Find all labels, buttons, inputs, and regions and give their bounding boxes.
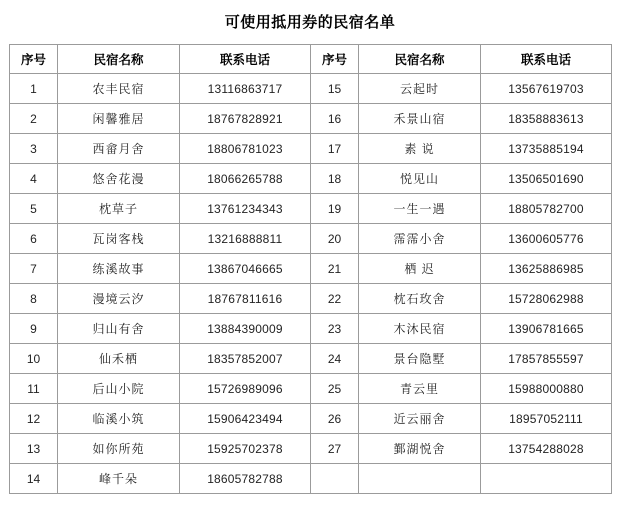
cell-phone-left: 15726989096 [180, 374, 311, 404]
cell-seq-left: 4 [10, 164, 58, 194]
cell-phone-right [481, 464, 612, 494]
cell-phone-left: 18605782788 [180, 464, 311, 494]
cell-name-left: 练溪故事 [58, 254, 180, 284]
cell-seq-right [311, 464, 359, 494]
cell-seq-left: 12 [10, 404, 58, 434]
cell-seq-left: 9 [10, 314, 58, 344]
cell-name-right: 木沐民宿 [359, 314, 481, 344]
cell-name-right: 云起时 [359, 74, 481, 104]
cell-seq-right: 17 [311, 134, 359, 164]
cell-phone-left: 13761234343 [180, 194, 311, 224]
cell-seq-right: 22 [311, 284, 359, 314]
cell-phone-left: 15906423494 [180, 404, 311, 434]
table-row [10, 464, 612, 494]
cell-phone-right: 13567619703 [481, 74, 612, 104]
cell-phone-left: 13216888811 [180, 224, 311, 254]
cell-phone-right: 13625886985 [481, 254, 612, 284]
cell-phone-right: 18957052111 [481, 404, 612, 434]
table-row [10, 284, 612, 314]
cell-seq-right: 18 [311, 164, 359, 194]
cell-phone-right: 13754288028 [481, 434, 612, 464]
cell-phone-left: 18767811616 [180, 284, 311, 314]
cell-name-left: 归山有舍 [58, 314, 180, 344]
cell-phone-right: 15728062988 [481, 284, 612, 314]
cell-seq-right: 19 [311, 194, 359, 224]
cell-name-right: 景台隐墅 [359, 344, 481, 374]
cell-phone-left: 18806781023 [180, 134, 311, 164]
cell-phone-left: 18357852007 [180, 344, 311, 374]
cell-phone-left: 13867046665 [180, 254, 311, 284]
cell-seq-right: 15 [311, 74, 359, 104]
page-title: 可使用抵用券的民宿名单 [224, 14, 396, 31]
cell-phone-right: 18805782700 [481, 194, 612, 224]
cell-seq-left: 11 [10, 374, 58, 404]
cell-phone-right: 17857855597 [481, 344, 612, 374]
cell-phone-right: 15988000880 [481, 374, 612, 404]
table-row [10, 314, 612, 344]
column-header-name-right: 民宿名称 [359, 45, 481, 74]
cell-name-left: 农丰民宿 [58, 74, 180, 104]
cell-name-left: 峰千朵 [58, 464, 180, 494]
column-header-seq-left: 序号 [10, 45, 58, 74]
cell-name-left: 漫境云汐 [58, 284, 180, 314]
cell-name-left: 枕草子 [58, 194, 180, 224]
cell-phone-left: 13884390009 [180, 314, 311, 344]
document-page [0, 11, 620, 517]
cell-name-right: 霈霈小舍 [359, 224, 481, 254]
table-header-row [10, 45, 612, 74]
table-row [10, 104, 612, 134]
table-row [10, 74, 612, 104]
cell-seq-left: 10 [10, 344, 58, 374]
cell-seq-left: 14 [10, 464, 58, 494]
cell-name-right [359, 464, 481, 494]
cell-seq-left: 2 [10, 104, 58, 134]
cell-name-right: 禾景山宿 [359, 104, 481, 134]
table-header [10, 45, 612, 74]
cell-name-left: 西畲月舍 [58, 134, 180, 164]
table-row [10, 164, 612, 194]
cell-seq-right: 25 [311, 374, 359, 404]
cell-name-left: 仙禾栖 [58, 344, 180, 374]
cell-seq-right: 16 [311, 104, 359, 134]
cell-seq-right: 26 [311, 404, 359, 434]
cell-seq-left: 3 [10, 134, 58, 164]
cell-seq-right: 27 [311, 434, 359, 464]
table-row [10, 434, 612, 464]
cell-name-right: 素 说 [359, 134, 481, 164]
table-body [10, 74, 612, 494]
cell-name-right: 青云里 [359, 374, 481, 404]
table-container [0, 44, 620, 494]
cell-seq-right: 21 [311, 254, 359, 284]
cell-phone-right: 13906781665 [481, 314, 612, 344]
cell-phone-left: 15925702378 [180, 434, 311, 464]
table-row [10, 404, 612, 434]
cell-seq-left: 5 [10, 194, 58, 224]
cell-seq-left: 7 [10, 254, 58, 284]
cell-seq-left: 6 [10, 224, 58, 254]
cell-name-right: 一生一遇 [359, 194, 481, 224]
cell-name-right: 栖 迟 [359, 254, 481, 284]
column-header-seq-right: 序号 [311, 45, 359, 74]
cell-name-left: 如你所苑 [58, 434, 180, 464]
column-header-name-left: 民宿名称 [58, 45, 180, 74]
cell-seq-left: 8 [10, 284, 58, 314]
cell-name-left: 瓦岗客栈 [58, 224, 180, 254]
cell-name-left: 临溪小筑 [58, 404, 180, 434]
cell-name-right: 悦见山 [359, 164, 481, 194]
cell-phone-right: 13735885194 [481, 134, 612, 164]
cell-phone-left: 18066265788 [180, 164, 311, 194]
cell-seq-left: 1 [10, 74, 58, 104]
column-header-phone-right: 联系电话 [481, 45, 612, 74]
cell-name-right: 鄞湖悦舍 [359, 434, 481, 464]
table-row [10, 374, 612, 404]
cell-name-left: 闲馨雅居 [58, 104, 180, 134]
cell-phone-right: 13600605776 [481, 224, 612, 254]
cell-phone-right: 18358883613 [481, 104, 612, 134]
cell-seq-right: 23 [311, 314, 359, 344]
homestay-table [9, 44, 612, 494]
cell-seq-left: 13 [10, 434, 58, 464]
cell-phone-left: 13116863717 [180, 74, 311, 104]
column-header-phone-left: 联系电话 [180, 45, 311, 74]
table-row [10, 134, 612, 164]
table-row [10, 254, 612, 284]
cell-name-left: 悠舍花漫 [58, 164, 180, 194]
cell-phone-left: 18767828921 [180, 104, 311, 134]
cell-name-left: 后山小院 [58, 374, 180, 404]
table-row [10, 224, 612, 254]
cell-name-right: 枕石玫舍 [359, 284, 481, 314]
cell-name-right: 近云丽舍 [359, 404, 481, 434]
cell-seq-right: 20 [311, 224, 359, 254]
table-row [10, 344, 612, 374]
cell-phone-right: 13506501690 [481, 164, 612, 194]
cell-seq-right: 24 [311, 344, 359, 374]
table-row [10, 194, 612, 224]
